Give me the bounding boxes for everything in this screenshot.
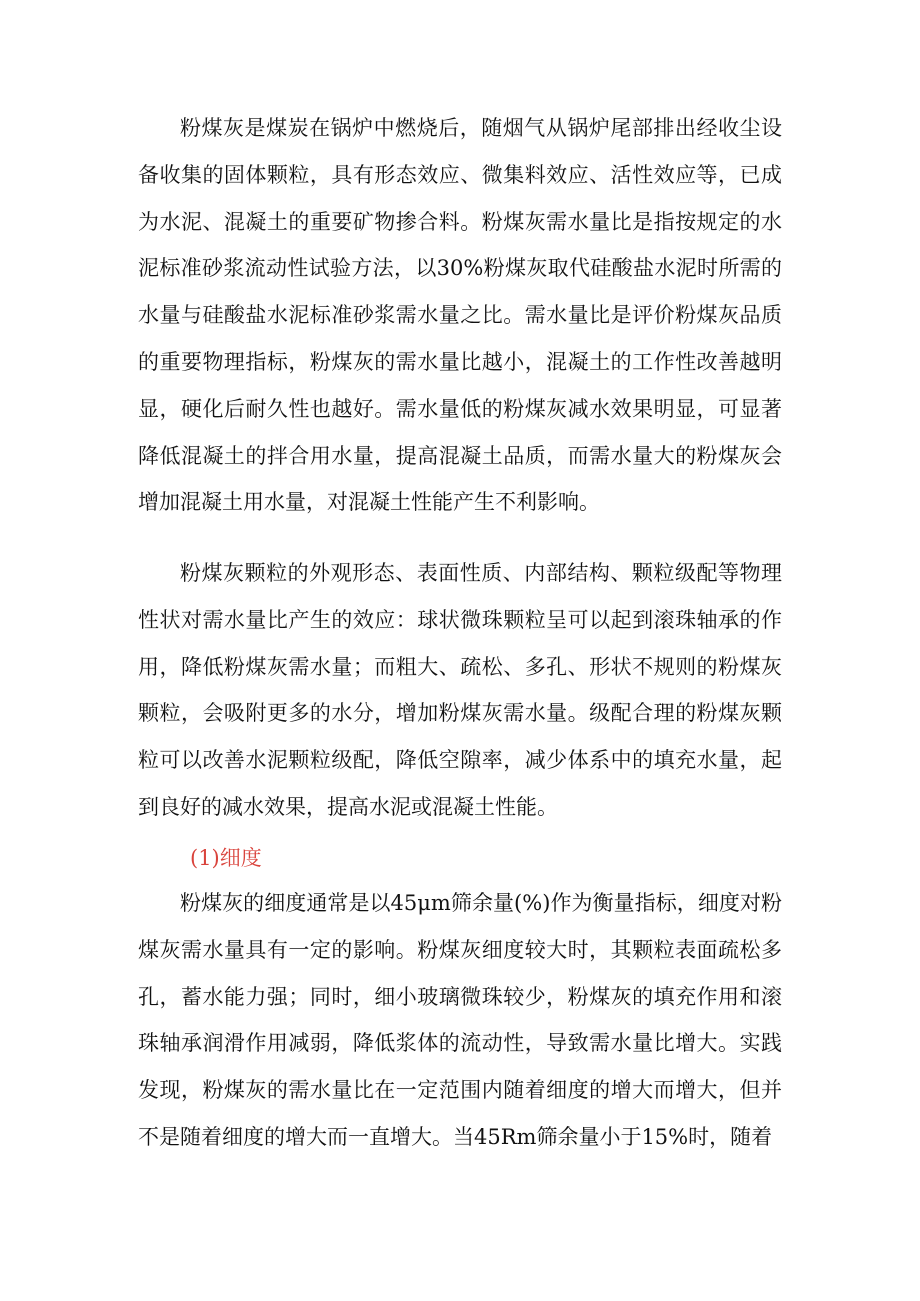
body-paragraph-1: 粉煤灰是煤炭在锅炉中燃烧后，随烟气从锅炉尾部排出经收尘设备收集的固体颗粒，具有形态效应、微集料效应、活性效应等，已成为水泥、混凝土的重要矿物掺合料。粉煤灰需水量比是指按规定的水泥标准砂浆流动性试验方法，以30%粉煤灰取代硅酸盐水泥时所需的水量与硅酸盐水泥标准砂浆需水量之比。需水量比是评价粉煤灰品质的重要物理指标，粉煤灰的需水量比越小，混凝土的工作性改善越明显，硬化后耐久性也越好。需水量低的粉煤灰减水效果明显，可显著降低混凝土的拌合用水量，提高混凝土品质，而需水量大的粉煤灰会增加混凝土用水量，对混凝土性能产生不利影响。 xyxy=(138,116,782,515)
body-paragraph-2: 粉煤灰颗粒的外观形态、表面性质、内部结构、颗粒级配等物理性状对需水量比产生的效应：球状微珠颗粒呈可以起到滚珠轴承的作用，降低粉煤灰需水量；而粗大、疏松、多孔、形状不规则的粉煤灰颗粒，会吸附更多的水分，增加粉煤灰需水量。级配合理的粉煤灰颗粒可以改善水泥颗粒级配，降低空隙率，减少体系中的填充水量，起到良好的减水效果，提高水泥或混凝土性能。 xyxy=(138,561,782,819)
section-paragraph: 粉煤灰的细度通常是以45μm筛余量(%)作为衡量指标，细度对粉煤灰需水量具有一定的影响。粉煤灰细度较大时，其颗粒表面疏松多孔，蓄水能力强；同时，细小玻璃微珠较少，粉煤灰的填充作用和滚珠轴承润滑作用减弱，降低浆体的流动性，导致需水量比增大。实践发现，粉煤灰的需水量比在一定范围内随着细度的增大而增大，但并不是随着细度的增大而一直增大。当45Rm筛余量小于15%时，随着 xyxy=(138,891,782,1149)
section-heading: (1)细度 xyxy=(190,846,262,870)
